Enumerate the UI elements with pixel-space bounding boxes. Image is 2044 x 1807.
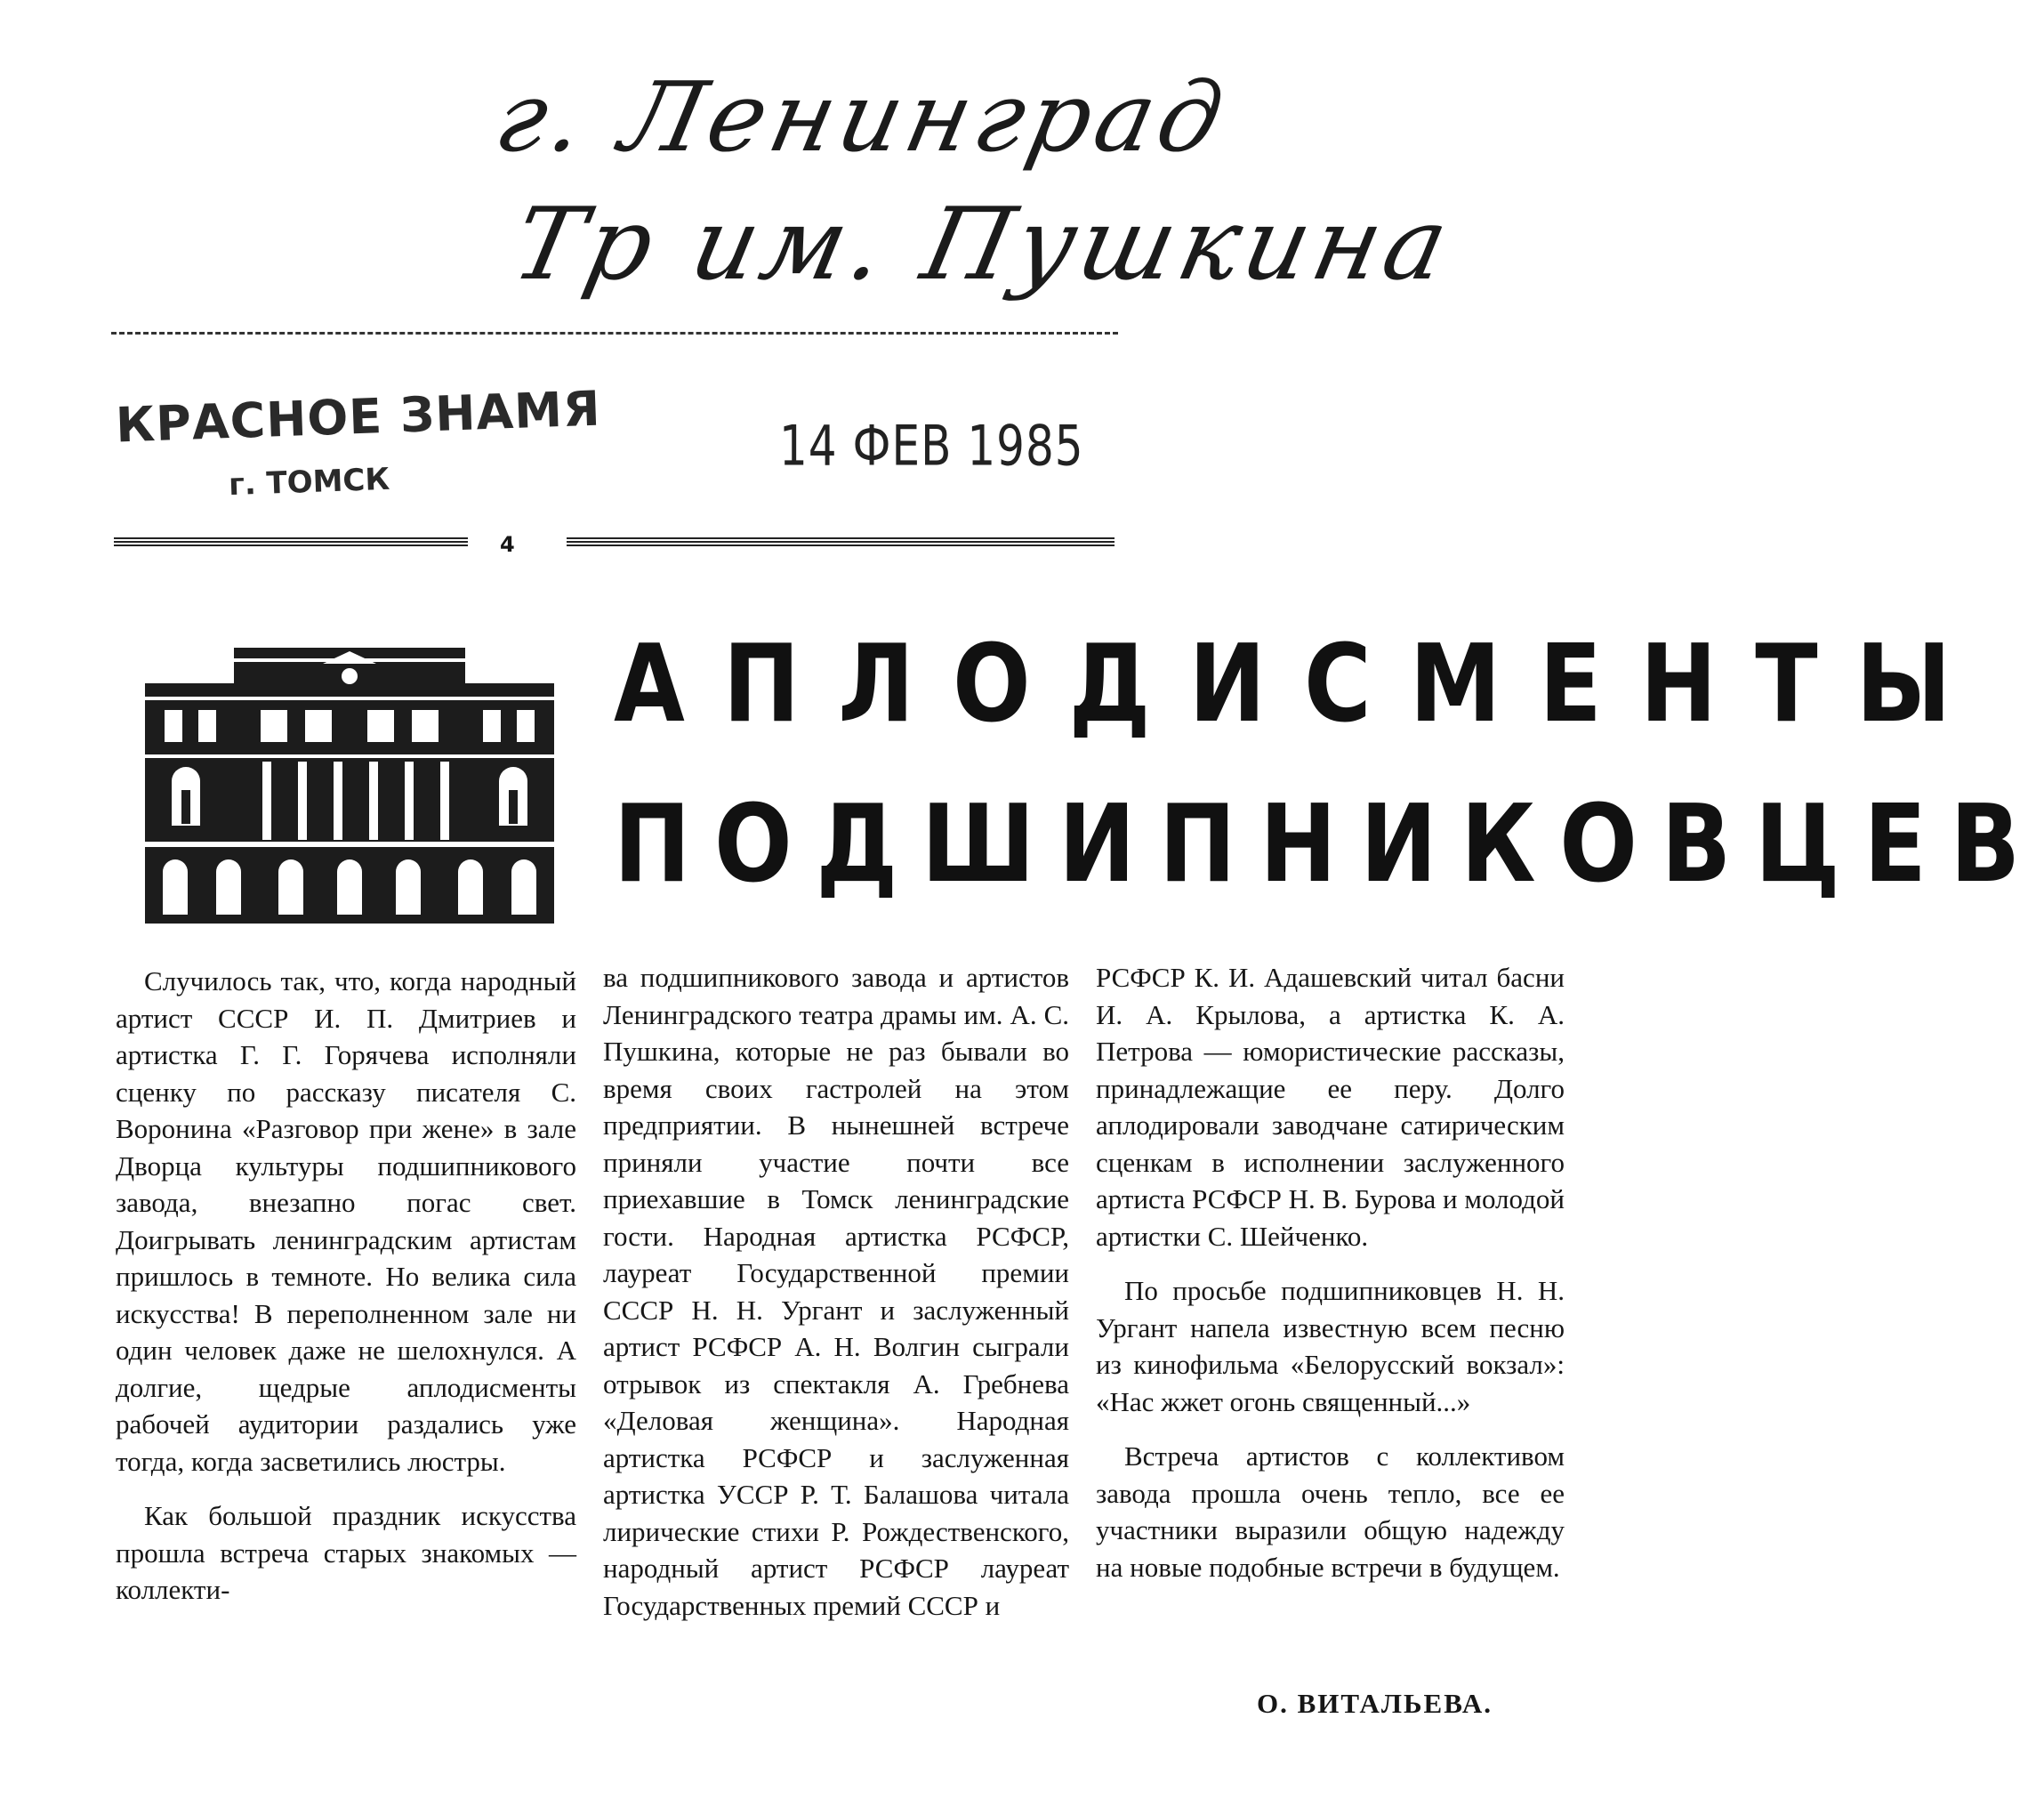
author-signature: О. ВИТАЛЬЕВА.	[1257, 1688, 1493, 1719]
article-column-1	[116, 963, 576, 1609]
paragraph: По просьбе подшипниковцев Н. Н. Ургант напела известную всем песню из кинофильма «Белорусский вокзал»: «Нас жжет огонь священный...»	[1096, 1275, 1565, 1417]
clipping-cut-line	[111, 332, 1118, 335]
paragraph: Встреча артистов с коллективом завода прошла очень тепло, все ее участники выразили общую надежду на новые подобные встречи в будущем.	[1096, 1440, 1565, 1583]
headline-line-2: ПОДШИПНИКОВЦЕВ	[614, 783, 2044, 907]
article-column-2	[603, 959, 1069, 1624]
article-column-3	[1096, 959, 1565, 1585]
page-number: 4	[500, 532, 515, 557]
newspaper-name-stamp: КРАСНОЕ ЗНАМЯ	[115, 380, 602, 454]
paragraph: РСФСР К. И. Адашевский читал басни И. А. Крылова, а артистка К. А. Петрова — юмористические рассказы, принадлежащие ее перу. Долго аплодировали заводчане сатирическим сценкам в исполнении заслуженного артиста РСФСР Н. В. Бурова и молодой артистки С. Шейченко.	[1096, 962, 1565, 1252]
handwritten-note-theatre: Тр им. Пушкина	[503, 187, 1463, 303]
newspaper-city-stamp: г. ТОМСК	[228, 461, 390, 504]
paragraph: Как большой праздник искусства прошла встреча старых знакомых — коллекти-	[116, 1500, 576, 1605]
theatre-building-illustration	[145, 648, 554, 924]
headline-line-1: АПЛОДИСМЕНТЫ	[614, 623, 1990, 746]
paragraph: Случилось так, что, когда народный артист СССР И. П. Дмитриев и артистка Г. Г. Горячева исполняли сценку по рассказу писателя С. Воронина «Разговор при жене» в зале Дворца культуры подшипникового завода, внезапно погас свет. Доигрывать ленинградским артистам пришлось в темноте. Но велика сила искусства! В переполненном зале ни один человек даже не шелохнулся. А долгие, щедрые аплодисменты рабочей аудитории раздались уже тогда, когда засветились люстры.	[116, 965, 576, 1477]
paragraph: ва подшипникового завода и артистов Ленинградского театра драмы им. А. С. Пушкина, которые не раз бывали во время своих гастролей на этом предприятии. В нынешней встрече приняли участие почти все приехавшие в Томск ленинградские гости. Народная артистка РСФСР, лауреат Государственной премии СССР Н. Н. Ургант и заслуженный артист РСФСР А. Н. Волгин сыграли отрывок из спектакля А. Гребнева «Деловая женщина». Народная артистка РСФСР и заслуженная артистка УССР Р. Т. Балашова читала лирические стихи Р. Рождественского, народный артист РСФСР лауреат Государственных премий СССР и	[603, 962, 1069, 1621]
date-stamp: 14 ФЕВ 1985	[779, 413, 1084, 479]
masthead-rule-left	[114, 537, 468, 546]
masthead-rule-right	[567, 537, 1115, 546]
handwritten-note-city: г. Ленинград	[486, 62, 1237, 173]
